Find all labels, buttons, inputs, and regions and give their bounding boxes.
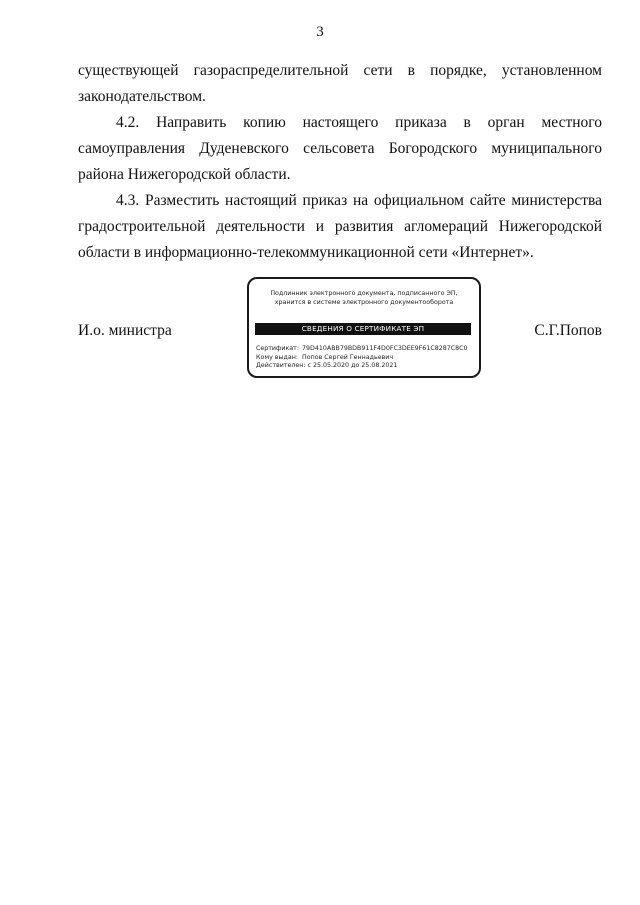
paragraph-4-2: 4.2. Направить копию настоящего приказа в орган местного самоуправления Дуденевского сельсовета Богородского муниципального района Нижегородской области. [78, 114, 602, 183]
signer-name: С.Г.Попов [534, 322, 602, 339]
valid-from-value: 25.05.2020 [312, 362, 350, 369]
page-number: 3 [316, 24, 324, 40]
stamp-notice [249, 289, 479, 307]
stamp-notice-line-1: Подлинник электронного документа, подписанного ЭП, [270, 290, 458, 297]
electronic-signature-stamp [247, 277, 481, 378]
stamp-details [256, 345, 468, 371]
issued-to-value: Попов Сергей Геннадьевич [302, 353, 394, 361]
signer-title: И.о. министра [78, 322, 172, 339]
certificate-value: 79D410ABB79BDB911F4D0FC3DEE9F61C8287C8C0 [302, 345, 468, 352]
paragraph-continuation: существующей газораспределительной сети в порядке, установленном законодательством. [78, 62, 602, 105]
certificate-row [256, 345, 468, 354]
certificate-label: Сертификат: [256, 345, 299, 352]
stamp-header: СВЕДЕНИЯ О СЕРТИФИКАТЕ ЭП [255, 323, 471, 335]
paragraph-4-3: 4.3. Разместить настоящий приказ на официальном сайте министерства градостроительной деятельности и развития агломераций Нижегородской области в информационно-телекоммуникационной сети «Интернет». [78, 192, 602, 261]
valid-to-value: 25.08.2021 [361, 362, 398, 369]
stamp-notice-line-2: хранится в системе электронного документооборота [274, 299, 454, 306]
issued-to-label: Кому выдан: [256, 353, 298, 361]
valid-to-label: до [351, 362, 360, 369]
document-body [78, 58, 602, 266]
validity-label: Действителен: с [256, 362, 311, 369]
validity-row [256, 362, 468, 371]
issued-to-row [256, 354, 468, 363]
